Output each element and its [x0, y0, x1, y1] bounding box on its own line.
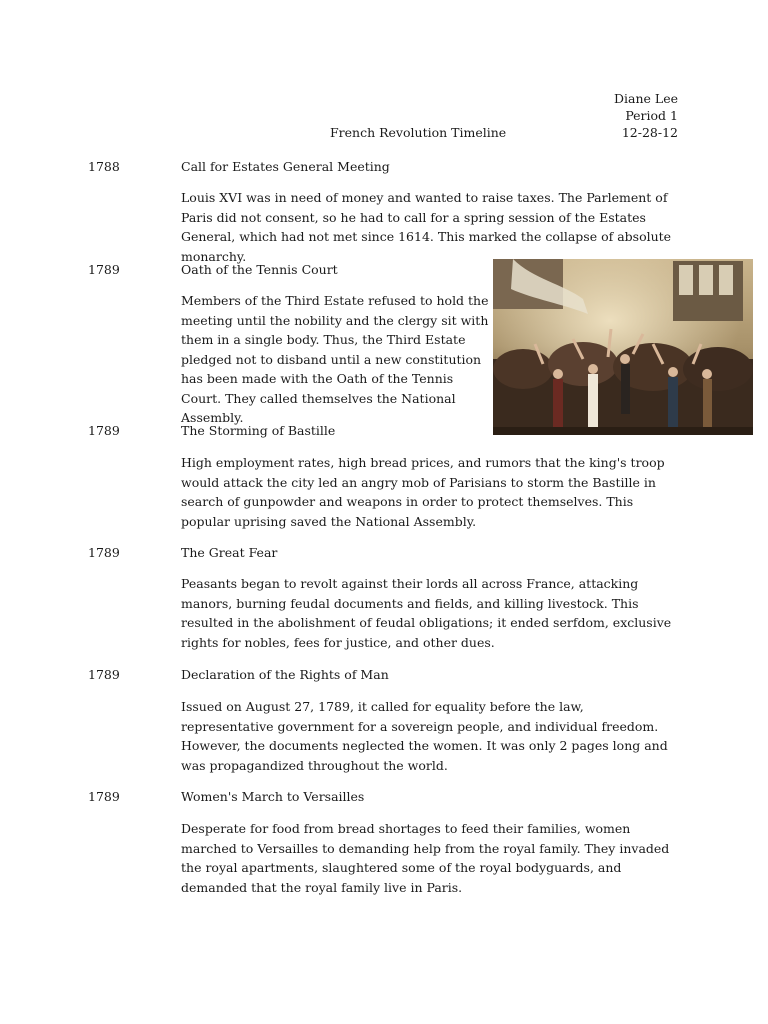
author-name: Diane Lee [614, 91, 678, 106]
entry-heading: The Storming of Bastille [181, 423, 336, 438]
entry-body: Peasants began to revolt against their lords all across France, attacking manors, burning feudal documents and fields, and killing livestock. This resulted in the abolishment of feudal obligations; it ended serfdom, exclusive rights for nobles, fees for justice, and other dues. [181, 576, 672, 650]
tennis-court-oath-painting [493, 259, 753, 435]
entry-body: High employment rates, high bread prices, and rumors that the king's troop would attack the city led an angry mob of Parisians to storm the Bastille in search of gunpowder and weapons in order to protect themselves. This popular uprising saved the National Assembly. [181, 455, 665, 529]
class-period: Period 1 [625, 108, 678, 123]
entry-body: Desperate for food from bread shortages to feed their families, women marched to Versailles to demanding help from the royal family. They invaded the royal apartments, slaughtered some of the royal bodyguards, and demanded that the royal family live in Paris. [181, 821, 670, 895]
entry-heading: Declaration of the Rights of Man [181, 667, 389, 682]
entry-year: 1789 [88, 789, 120, 804]
entry-year: 1789 [88, 262, 120, 277]
entry-heading: The Great Fear [181, 545, 278, 560]
document-date: 12-28-12 [621, 125, 678, 140]
entry-year: 1789 [88, 545, 120, 560]
entry-body: Issued on August 27, 1789, it called for equality before the law, representative government for a sovereign people, and individual freedom. However, the documents neglected the women. It was only 2 pages long and was propagandized throughout the world. [181, 699, 668, 773]
entry-year: 1788 [88, 159, 120, 174]
document-title: French Revolution Timeline [330, 125, 507, 140]
entry-body: Members of the Third Estate refused to hold the meeting until the nobility and the clergy sit with them in a single body. Thus, the Third Estate pledged not to disband until a new constitution has been made with the Oath of the Tennis Court. They called themselves the National Assembly. [181, 293, 489, 425]
entry-heading: Oath of the Tennis Court [181, 262, 338, 277]
entry-heading: Women's March to Versailles [181, 789, 365, 804]
entry-heading: Call for Estates General Meeting [181, 159, 390, 174]
header-info [614, 90, 678, 141]
entry-year: 1789 [88, 667, 120, 682]
entry-body: Louis XVI was in need of money and wanted to raise taxes. The Parlement of Paris did not consent, so he had to call for a spring session of the Estates General, which had not met since 1614. This marked the collapse of absolute monarchy. [181, 190, 672, 264]
entry-year: 1789 [88, 423, 120, 438]
